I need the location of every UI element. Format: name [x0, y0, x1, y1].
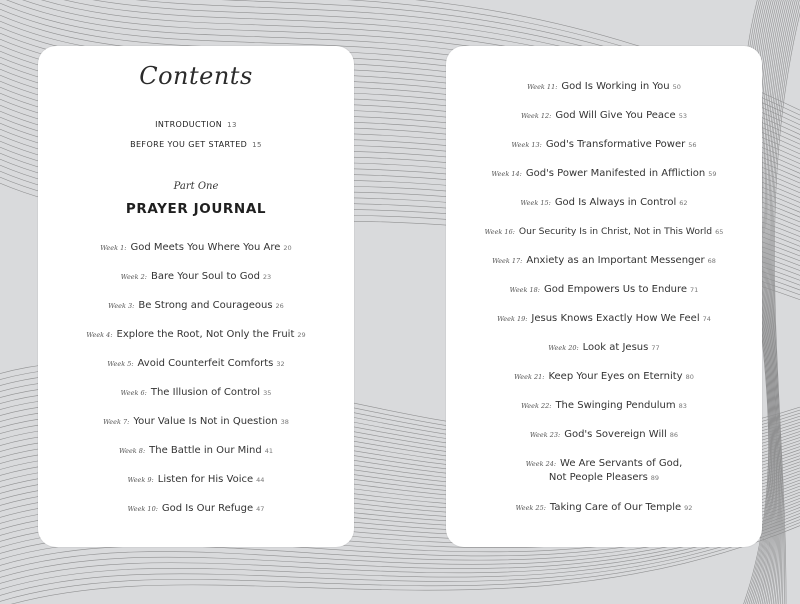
week-label: Week 1: — [100, 244, 127, 252]
week-label: Week 11: — [527, 83, 558, 91]
part-label: Part One — [173, 181, 219, 192]
toc-entry-title: The Battle in Our Mind — [149, 445, 262, 456]
toc-page-number: 32 — [276, 360, 285, 368]
toc-entry-title: Bare Your Soul to God — [150, 271, 260, 282]
week-label: Week 20: — [548, 344, 579, 352]
week-label: Week 12: — [521, 112, 552, 120]
toc-entry-week-5[interactable] — [38, 357, 354, 371]
toc-page-number: 38 — [280, 418, 289, 426]
week-label: Week 23: — [529, 431, 561, 439]
week-label: Week 14: — [491, 170, 522, 178]
toc-page-number: 44 — [256, 476, 265, 484]
toc-entry-week-4[interactable] — [38, 328, 354, 342]
week-label: Week 21: — [514, 373, 545, 381]
week-label: Week 15: — [520, 199, 551, 207]
toc-entry-title: God Is Our Refuge — [161, 503, 254, 514]
toc-entry-week-16[interactable] — [446, 225, 762, 239]
toc-page-number: 53 — [678, 112, 687, 120]
toc-entry-title: God's Transformative Power — [545, 139, 686, 150]
toc-entry-title: God Is Always in Control — [554, 197, 677, 208]
toc-entry-week-11[interactable] — [446, 80, 762, 94]
toc-page-number: 92 — [684, 504, 693, 512]
toc-entry-week-21[interactable] — [446, 370, 762, 384]
week-label: Week 22: — [521, 402, 552, 410]
toc-page-number: 23 — [262, 273, 272, 281]
toc-page-number: 71 — [690, 286, 699, 294]
week-label: Week 13: — [511, 141, 542, 149]
week-label: Week 25: — [515, 504, 546, 512]
toc-entry-week-8[interactable] — [38, 444, 354, 458]
toc-entry-week-18[interactable] — [446, 283, 762, 297]
toc-entry-title: God Meets You Where You Are — [130, 242, 281, 253]
toc-page-number: 89 — [650, 474, 660, 482]
toc-entry-title: Keep Your Eyes on Eternity — [548, 371, 683, 382]
toc-entry-week-10[interactable] — [38, 502, 354, 516]
toc-entry-title: Be Strong and Courageous — [138, 300, 273, 311]
toc-entry-week-13[interactable] — [446, 138, 762, 152]
toc-entry-before-you-get-started[interactable] — [38, 140, 354, 149]
toc-entry-title: God Empowers Us to Endure — [543, 284, 688, 295]
week-label: Week 3: — [108, 302, 135, 310]
toc-page-number: 68 — [707, 257, 716, 265]
week-label: Week 6: — [120, 389, 147, 397]
toc-entry-introduction[interactable] — [38, 120, 354, 129]
toc-entry-week-2[interactable] — [38, 270, 354, 284]
toc-page-number: 56 — [688, 141, 697, 149]
toc-entry-title: BEFORE YOU GET STARTED — [130, 140, 248, 149]
toc-entry-title: Avoid Counterfeit Comforts — [137, 358, 274, 369]
week-label: Week 24: — [525, 460, 557, 468]
toc-entry-title: We Are Servants of God, — [560, 458, 683, 469]
toc-entry-title: The Illusion of Control — [150, 387, 261, 398]
part-title: PRAYER JOURNAL — [125, 201, 267, 217]
toc-entry-title: The Swinging Pendulum — [555, 400, 676, 411]
toc-page-number: 62 — [679, 199, 688, 207]
toc-entry-week-12[interactable] — [446, 109, 762, 123]
toc-entry-title: God's Sovereign Will — [564, 429, 667, 440]
toc-page-number: 80 — [685, 373, 694, 381]
toc-page-number: 29 — [297, 331, 306, 339]
toc-page-number: 26 — [275, 302, 284, 310]
toc-page-number: 13 — [227, 121, 237, 129]
toc-entry-title: INTRODUCTION — [155, 120, 223, 129]
week-label: Week 5: — [107, 360, 134, 368]
toc-entry-week-20[interactable] — [446, 341, 762, 355]
week-label: Week 2: — [120, 273, 147, 281]
toc-entry-title: God Is Working in You — [561, 81, 670, 92]
week-label: Week 7: — [103, 418, 130, 426]
toc-entry-title: God's Power Manifested in Affliction — [525, 168, 706, 179]
toc-page-number: 41 — [264, 447, 274, 455]
toc-page-number: 65 — [715, 228, 724, 236]
toc-entry-title: Taking Care of Our Temple — [549, 502, 682, 513]
toc-entry-title: Look at Jesus — [582, 342, 649, 353]
toc-entry-week-3[interactable] — [38, 299, 354, 313]
toc-entry-title: God Will Give You Peace — [555, 110, 676, 121]
week-label: Week 18: — [509, 286, 540, 294]
toc-entry-title-line2 — [446, 471, 762, 485]
toc-entry-week-7[interactable] — [38, 415, 354, 429]
toc-page-number: 77 — [651, 344, 660, 352]
toc-page-number: 86 — [669, 431, 679, 439]
toc-entry-week-17[interactable] — [446, 254, 762, 268]
toc-entry-week-23[interactable] — [446, 428, 762, 442]
week-label: Week 10: — [127, 505, 158, 513]
toc-page-number: 83 — [678, 402, 687, 410]
toc-entry-title: Jesus Knows Exactly How We Feel — [531, 313, 700, 324]
toc-entry-title: Anxiety as an Important Messenger — [526, 255, 705, 266]
toc-entry-week-22[interactable] — [446, 399, 762, 413]
week-label: Week 9: — [127, 476, 154, 484]
toc-entry-title: Your Value Is Not in Question — [133, 416, 278, 427]
toc-entry-title-continued: Not People Pleasers — [548, 472, 648, 483]
toc-page-number: 47 — [256, 505, 265, 513]
week-label: Week 19: — [497, 315, 528, 323]
week-label: Week 16: — [484, 228, 515, 236]
contents-page-left — [38, 46, 354, 547]
toc-page-number: 74 — [702, 315, 711, 323]
toc-entry-week-15[interactable] — [446, 196, 762, 210]
toc-page-number: 35 — [263, 389, 272, 397]
toc-entry-week-6[interactable] — [38, 386, 354, 400]
toc-page-number: 20 — [283, 244, 292, 252]
toc-page-number: 59 — [708, 170, 717, 178]
toc-entry-week-24[interactable] — [446, 457, 762, 485]
week-label: Week 4: — [86, 331, 113, 339]
week-label: Week 17: — [492, 257, 523, 265]
toc-entry-week-14[interactable] — [446, 167, 762, 181]
toc-entry-title: Explore the Root, Not Only the Fruit — [116, 329, 295, 340]
toc-entry-title: Our Security Is in Christ, Not in This World — [518, 226, 713, 237]
contents-page-right — [446, 46, 762, 547]
toc-page-number: 15 — [252, 141, 262, 149]
toc-entry-week-1[interactable] — [38, 241, 354, 255]
toc-entry-week-9[interactable] — [38, 473, 354, 487]
contents-title: Contents — [139, 62, 253, 90]
toc-page-number: 50 — [672, 83, 681, 91]
toc-entry-title: Listen for His Voice — [157, 474, 254, 485]
toc-entry-week-25[interactable] — [446, 501, 762, 515]
toc-entry-week-19[interactable] — [446, 312, 762, 326]
week-label: Week 8: — [118, 447, 146, 455]
